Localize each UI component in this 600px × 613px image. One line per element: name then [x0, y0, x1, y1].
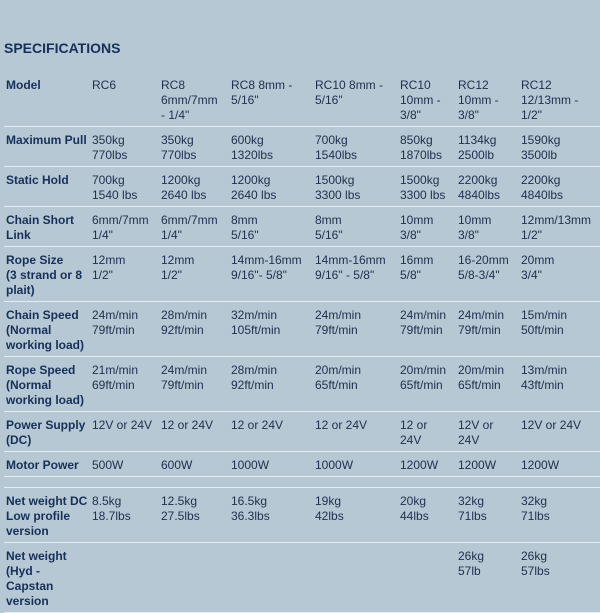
row-label: Motor Power — [4, 452, 92, 477]
spec-value: 20m/min 65ft/min — [315, 357, 400, 412]
row-label: Net weight (Hyd - Capstan version — [4, 543, 92, 613]
spacer-cell — [4, 477, 92, 488]
spec-value: 12.5kg 27.5lbs — [161, 488, 231, 543]
spacer-cell — [315, 477, 400, 488]
row-label: Net weight DC Low profile version — [4, 488, 92, 543]
table-row — [4, 412, 600, 452]
spec-value: 6mm/7mm 1/4" — [92, 207, 161, 247]
table-row — [4, 488, 600, 543]
spec-value: 20kg 44lbs — [400, 488, 458, 543]
spec-value: 16.5kg 36.3lbs — [231, 488, 315, 543]
table-row — [4, 127, 600, 167]
spec-value: 12V or 24V — [521, 412, 600, 452]
spec-value: 24m/min 79ft/min — [315, 302, 400, 357]
table-row — [4, 167, 600, 207]
spec-value: 32m/min 105ft/min — [231, 302, 315, 357]
row-label: Static Hold — [4, 167, 92, 207]
spec-value: 12V or 24V — [458, 412, 521, 452]
spacer-cell — [458, 477, 521, 488]
spec-value: 1200W — [521, 452, 600, 477]
spec-value — [315, 543, 400, 613]
spec-value — [161, 543, 231, 613]
spec-value: 700kg 1540lbs — [315, 127, 400, 167]
spec-value: 32kg 71lbs — [458, 488, 521, 543]
spec-value: 1590kg 3500lb — [521, 127, 600, 167]
row-label: Rope Speed (Normal working load) — [4, 357, 92, 412]
model-header: RC12 10mm - 3/8" — [458, 72, 521, 127]
spec-value: 10mm 3/8" — [400, 207, 458, 247]
spec-value: 1000W — [231, 452, 315, 477]
spec-value: 700kg 1540 lbs — [92, 167, 161, 207]
spec-value: 12mm 1/2" — [92, 247, 161, 302]
spec-value: 16mm 5/8" — [400, 247, 458, 302]
spec-value: 20m/min 65ft/min — [458, 357, 521, 412]
spec-value: 1200kg 2640 lbs — [161, 167, 231, 207]
page-title: SPECIFICATIONS — [4, 40, 121, 56]
spec-value: 24m/min 79ft/min — [161, 357, 231, 412]
spec-value: 2200kg 4840lbs — [521, 167, 600, 207]
spec-value: 1134kg 2500lb — [458, 127, 521, 167]
spec-value: 24m/min 79ft/min — [92, 302, 161, 357]
table-row — [4, 302, 600, 357]
spec-value — [231, 543, 315, 613]
row-label: Chain Short Link — [4, 207, 92, 247]
spec-value: 12mm 1/2" — [161, 247, 231, 302]
row-label: Chain Speed (Normal working load) — [4, 302, 92, 357]
model-header: RC6 — [92, 72, 161, 127]
model-header: RC12 12/13mm - 1/2" — [521, 72, 600, 127]
spec-value: 20m/min 65ft/min — [400, 357, 458, 412]
row-label: Maximum Pull — [4, 127, 92, 167]
spacer-cell — [92, 477, 161, 488]
spacer-row — [4, 477, 600, 488]
spec-value: 500W — [92, 452, 161, 477]
spec-value: 10mm 3/8" — [458, 207, 521, 247]
table-row — [4, 452, 600, 477]
table-row — [4, 247, 600, 302]
model-header: RC8 8mm - 5/16" — [231, 72, 315, 127]
model-header: RC8 6mm/7mm - 1/4" — [161, 72, 231, 127]
spec-value: 2200kg 4840lbs — [458, 167, 521, 207]
spec-value — [400, 543, 458, 613]
spacer-cell — [400, 477, 458, 488]
spec-value: 6mm/7mm 1/4" — [161, 207, 231, 247]
spec-value: 28m/min 92ft/min — [161, 302, 231, 357]
spec-value: 12V or 24V — [92, 412, 161, 452]
spec-value: 8mm 5/16" — [231, 207, 315, 247]
spacer-cell — [521, 477, 600, 488]
spec-value: 850kg 1870lbs — [400, 127, 458, 167]
spec-value: 8.5kg 18.7lbs — [92, 488, 161, 543]
spec-value: 14mm-16mm 9/16"- 5/8" — [231, 247, 315, 302]
spec-value: 12 or 24V — [315, 412, 400, 452]
spec-value: 8mm 5/16" — [315, 207, 400, 247]
spec-value: 600kg 1320lbs — [231, 127, 315, 167]
spec-value: 1500kg 3300 lbs — [400, 167, 458, 207]
model-header: RC10 8mm - 5/16" — [315, 72, 400, 127]
spec-value: 12 or 24V — [400, 412, 458, 452]
spacer-cell — [161, 477, 231, 488]
spec-value — [92, 543, 161, 613]
spec-value: 350kg 770lbs — [161, 127, 231, 167]
header-label: Model — [4, 72, 92, 127]
table-row — [4, 207, 600, 247]
spec-value: 19kg 42lbs — [315, 488, 400, 543]
model-header: RC10 10mm - 3/8" — [400, 72, 458, 127]
table-header-row — [4, 72, 600, 127]
row-label: Rope Size (3 strand or 8 plait) — [4, 247, 92, 302]
spec-value: 14mm-16mm 9/16" - 5/8" — [315, 247, 400, 302]
spec-value: 21m/min 69ft/min — [92, 357, 161, 412]
spec-value: 24m/min 79ft/min — [400, 302, 458, 357]
table-row — [4, 357, 600, 412]
spec-value: 12 or 24V — [231, 412, 315, 452]
spec-value: 20mm 3/4" — [521, 247, 600, 302]
spec-value: 1500kg 3300 lbs — [315, 167, 400, 207]
spec-value: 32kg 71lbs — [521, 488, 600, 543]
spec-value: 15m/min 50ft/min — [521, 302, 600, 357]
spec-value: 24m/min 79ft/min — [458, 302, 521, 357]
spec-value: 1000W — [315, 452, 400, 477]
row-label: Power Supply (DC) — [4, 412, 92, 452]
spec-value: 26kg 57lb — [458, 543, 521, 613]
spec-value: 1200kg 2640 lbs — [231, 167, 315, 207]
spec-value: 13m/min 43ft/min — [521, 357, 600, 412]
spec-value: 350kg 770lbs — [92, 127, 161, 167]
specifications-table — [4, 72, 600, 613]
spec-value: 26kg 57lbs — [521, 543, 600, 613]
spec-value: 16-20mm 5/8-3/4" — [458, 247, 521, 302]
spec-value: 600W — [161, 452, 231, 477]
spec-value: 12 or 24V — [161, 412, 231, 452]
table-row — [4, 543, 600, 613]
spec-value: 1200W — [458, 452, 521, 477]
spec-value: 12mm/13mm 1/2" — [521, 207, 600, 247]
spacer-cell — [231, 477, 315, 488]
spec-value: 1200W — [400, 452, 458, 477]
spec-value: 28m/min 92ft/min — [231, 357, 315, 412]
